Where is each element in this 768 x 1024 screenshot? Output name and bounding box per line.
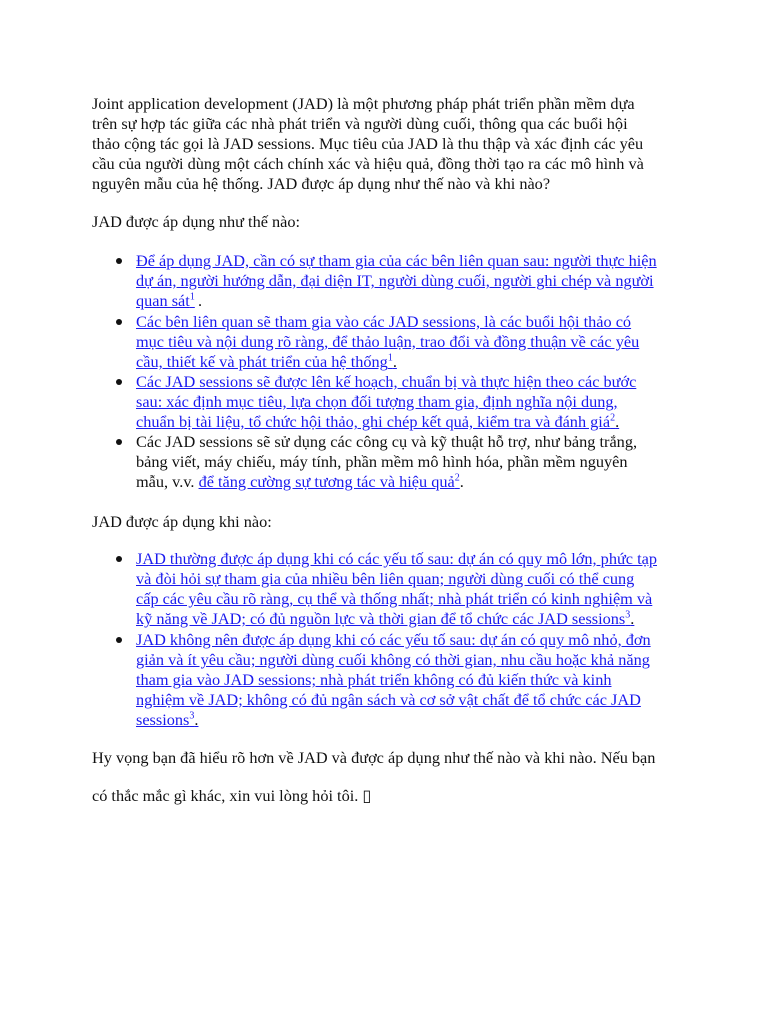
list-item-link[interactable] bbox=[136, 630, 651, 730]
list-item-link[interactable] bbox=[136, 372, 636, 432]
intro-line: nguyên mẫu của hệ thống. JAD được áp dụng như thế nào và khi nào? bbox=[92, 174, 551, 193]
bullet-icon bbox=[116, 556, 122, 562]
link-line: Để áp dụng JAD, cần có sự tham gia của các bên liên quan sau: người thực hiện bbox=[136, 251, 657, 270]
link-line: sau: xác định mục tiêu, lựa chọn đối tượng tham gia, định nghĩa nội dung, bbox=[136, 392, 618, 411]
item-line: mẫu, v.v. bbox=[136, 472, 199, 491]
section-heading-how: JAD được áp dụng như thế nào: bbox=[92, 212, 301, 231]
list-item bbox=[136, 432, 637, 492]
bullet-icon bbox=[116, 379, 122, 385]
footnote-ref: 3 bbox=[625, 609, 631, 621]
list-item-link[interactable] bbox=[136, 251, 657, 311]
link-line: tham gia vào JAD sessions; nhà phát triển không có đủ kiến thức và kinh bbox=[136, 670, 612, 689]
closing-paragraph bbox=[92, 748, 655, 806]
item-line: bảng viết, máy chiếu, máy tính, phần mềm mô hình hóa, phần mềm nguyên bbox=[136, 452, 628, 471]
link-line: chuẩn bị tài liệu, tổ chức hội thảo, ghi chép kết quả, kiểm tra và đánh giá bbox=[136, 412, 611, 431]
item-line: Các JAD sessions sẽ sử dụng các công cụ và kỹ thuật hỗ trợ, như bảng trắng, bbox=[136, 432, 638, 451]
list-item bbox=[136, 251, 657, 311]
bullet-icon bbox=[116, 637, 122, 643]
list-item-link[interactable] bbox=[136, 549, 657, 629]
link-line: sessions bbox=[136, 710, 190, 729]
intro-paragraph bbox=[92, 94, 644, 194]
link-line: kỹ năng về JAD; có đủ nguồn lực và thời gian để tổ chức các JAD sessions bbox=[136, 609, 626, 628]
missing-glyph-icon: ▯ bbox=[362, 786, 372, 805]
bullet-icon bbox=[116, 258, 122, 264]
intro-line: Joint application development (JAD) là một phương pháp phát triển phần mềm dựa bbox=[92, 94, 635, 113]
footnote-ref: 2 bbox=[610, 412, 616, 424]
link-line: mục tiêu và nội dung rõ ràng, để thảo luận, trao đổi và đồng thuận về các yêu bbox=[136, 332, 640, 351]
section-heading-when: JAD được áp dụng khi nào: bbox=[92, 512, 272, 531]
link-line: cấp các yêu cầu rõ ràng, cụ thể và thống nhất; nhà phát triển có kinh nghiệm và bbox=[136, 589, 653, 608]
list-item-link[interactable] bbox=[136, 312, 639, 372]
intro-line: trên sự hợp tác giữa các nhà phát triển và người dùng cuối, thông qua các buổi hội bbox=[92, 114, 628, 133]
bullet-icon bbox=[116, 319, 122, 325]
item-tail: . bbox=[459, 472, 464, 491]
link-line: quan sát bbox=[136, 291, 190, 310]
link-text: để tăng cường sự tương tác và hiệu quả bbox=[198, 472, 455, 491]
item-tail: . bbox=[392, 352, 397, 371]
intro-line: cầu của người dùng một cách chính xác và hiệu quả, đồng thời tạo ra các mô hình và bbox=[92, 154, 644, 173]
closing-line: Hy vọng bạn đã hiểu rõ hơn về JAD và được áp dụng như thế nào và khi nào. Nếu bạn bbox=[92, 748, 656, 767]
list-item bbox=[136, 549, 657, 629]
list-item-link[interactable] bbox=[199, 472, 460, 491]
intro-line: thảo cộng tác gọi là JAD sessions. Mục tiêu của JAD là thu thập và xác định các yêu bbox=[92, 134, 644, 153]
link-line: Các JAD sessions sẽ được lên kế hoạch, chuẩn bị và thực hiện theo các bước bbox=[136, 372, 637, 391]
footnote-ref: 1 bbox=[387, 352, 393, 364]
list-item bbox=[136, 312, 639, 372]
link-line: JAD không nên được áp dụng khi có các yếu tố sau: dự án có quy mô nhỏ, đơn bbox=[136, 630, 651, 649]
footnote-ref: 3 bbox=[189, 710, 195, 722]
footnote-ref: 1 bbox=[189, 291, 195, 303]
item-tail: . bbox=[194, 710, 199, 729]
item-tail: . bbox=[198, 291, 203, 310]
bullet-icon bbox=[116, 439, 122, 445]
link-line: giản và ít yêu cầu; người dùng cuối không có thời gian, nhu cầu hoặc khả năng bbox=[136, 650, 650, 669]
list-item bbox=[136, 630, 651, 730]
link-line: dự án, người hướng dẫn, đại diện IT, người dùng cuối, người ghi chép và người bbox=[136, 271, 654, 290]
link-line: JAD thường được áp dụng khi có các yếu tố sau: dự án có quy mô lớn, phức tạp bbox=[136, 549, 657, 568]
footnote-ref: 2 bbox=[454, 472, 460, 484]
link-line: và đòi hỏi sự tham gia của nhiều bên liên quan; người dùng cuối có thể cung bbox=[136, 569, 635, 588]
list-item bbox=[136, 372, 636, 432]
link-line: Các bên liên quan sẽ tham gia vào các JAD sessions, là các buổi hội thảo có bbox=[136, 312, 632, 331]
item-tail: . bbox=[630, 609, 635, 628]
link-line: nghiệm về JAD; không có đủ ngân sách và cơ sở vật chất để tổ chức các JAD bbox=[136, 690, 641, 709]
item-tail: . bbox=[615, 412, 620, 431]
link-line: cầu, thiết kế và phát triển của hệ thống bbox=[136, 352, 388, 371]
closing-line: có thắc mắc gì khác, xin vui lòng hỏi tôi. bbox=[92, 786, 363, 805]
